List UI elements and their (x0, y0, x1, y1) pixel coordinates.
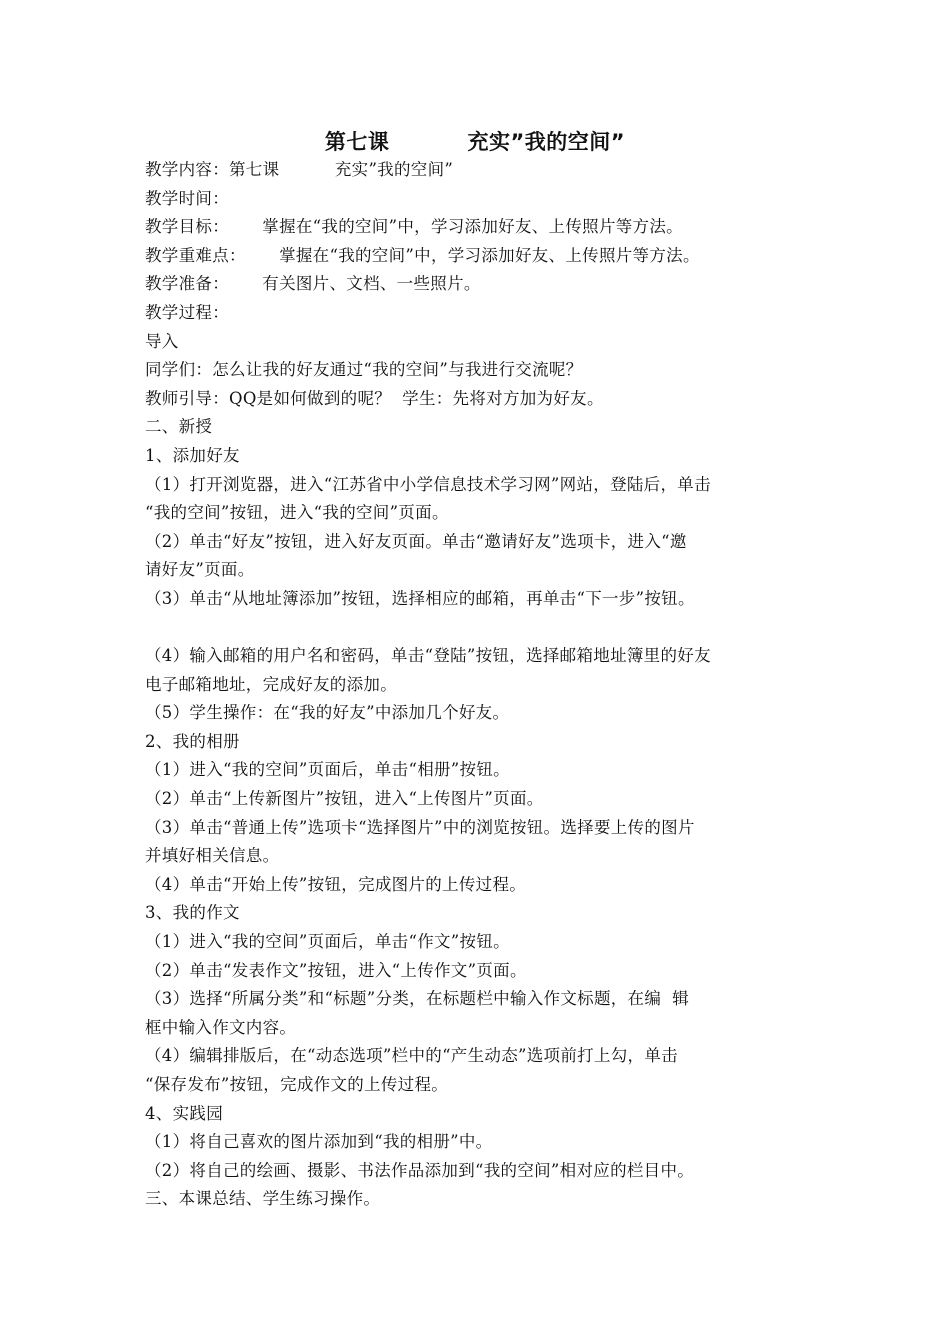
paragraph-line: （3）单击“普通上传”选项卡“选择图片”中的浏览按钮。选择要上传的图片 (145, 817, 695, 837)
intro-question-line: 同学们：怎么让我的好友通过“我的空间”与我进行交流呢？ (145, 360, 583, 380)
paragraph-line: （3）选择“所属分类”和“标题”分类，在标题栏中输入作文标题，在编 辑 (145, 989, 690, 1009)
lesson-process-heading: 教学过程： (145, 302, 229, 322)
paragraph-line: （1）打开浏览器，进入“江苏省中小学信息技术学习网”网站，登陆后，单击 (145, 474, 711, 494)
section-practice-heading: 4、实践园 (145, 1103, 223, 1123)
paragraph-line: “保存发布”按钮，完成作文的上传过程。 (145, 1075, 449, 1094)
section-essay-heading: 3、我的作文 (145, 903, 240, 923)
paragraph-line: （2）将自己的绘画、摄影、书法作品添加到“我的空间”相对应的栏目中。 (145, 1160, 695, 1180)
paragraph-line: （1）将自己喜欢的图片添加到“我的相册”中。 (145, 1132, 493, 1152)
section-album-heading: 2、我的相册 (145, 731, 240, 751)
lesson-preparation-line: 教学准备： 有关图片、文档、一些照片。 (145, 274, 481, 294)
paragraph-line: （1）进入“我的空间”页面后，单击“相册”按钮。 (145, 760, 510, 780)
paragraph-line: （1）进入“我的空间”页面后，单击“作文”按钮。 (145, 932, 510, 952)
lesson-time-line: 教学时间： (145, 188, 229, 208)
paragraph-line: （5）学生操作：在“我的好友”中添加几个好友。 (145, 703, 510, 723)
paragraph-line: 请好友”页面。 (145, 560, 255, 580)
paragraph-line: 并填好相关信息。 (145, 846, 280, 866)
paragraph-line: （4）输入邮箱的用户名和密码，单击“登陆”按钮，选择邮箱地址簿里的好友 (145, 646, 711, 666)
lesson-content-line: 教学内容：第七课 充实”我的空间” (145, 160, 454, 179)
paragraph-line: （2）单击“好友”按钮，进入好友页面。单击“邀请好友”选项卡，进入“邀 (145, 531, 687, 551)
paragraph-line: （2）单击“发表作文”按钮，进入“上传作文”页面。 (145, 960, 527, 980)
document-title: 第七课 充实”我的空间” (324, 130, 626, 154)
teacher-guide-line: 教师引导：QQ是如何做到的呢？ 学生：先将对方加为好友。 (145, 388, 604, 408)
blank-line (145, 614, 810, 643)
document-body (145, 156, 810, 1214)
paragraph-line: 电子邮箱地址，完成好友的添加。 (145, 674, 397, 694)
lesson-goal-line: 教学目标： 掌握在“我的空间”中，学习添加好友、上传照片等方法。 (145, 217, 683, 237)
paragraph-line: （4）编辑排版后，在“动态选项”栏中的“产生动态”选项前打上勾，单击 (145, 1046, 678, 1066)
lesson-key-points-line: 教学重难点： 掌握在“我的空间”中，学习添加好友、上传照片等方法。 (145, 245, 700, 265)
paragraph-line: （2）单击“上传新图片”按钮，进入“上传图片”页面。 (145, 789, 544, 809)
intro-heading: 导入 (145, 331, 179, 351)
paragraph-line: （4）单击“开始上传”按钮，完成图片的上传过程。 (145, 874, 527, 894)
new-lesson-heading: 二、新授 (145, 417, 213, 437)
section-add-friends-heading: 1、添加好友 (145, 445, 240, 465)
paragraph-line: （3）单击“从地址簿添加”按钮，选择相应的邮箱，再单击“下一步”按钮。 (145, 588, 695, 608)
paragraph-line: “我的空间”按钮，进入“我的空间”页面。 (145, 503, 449, 523)
paragraph-line: 框中输入作文内容。 (145, 1017, 297, 1037)
summary-heading: 三、本课总结、学生练习操作。 (145, 1189, 381, 1209)
